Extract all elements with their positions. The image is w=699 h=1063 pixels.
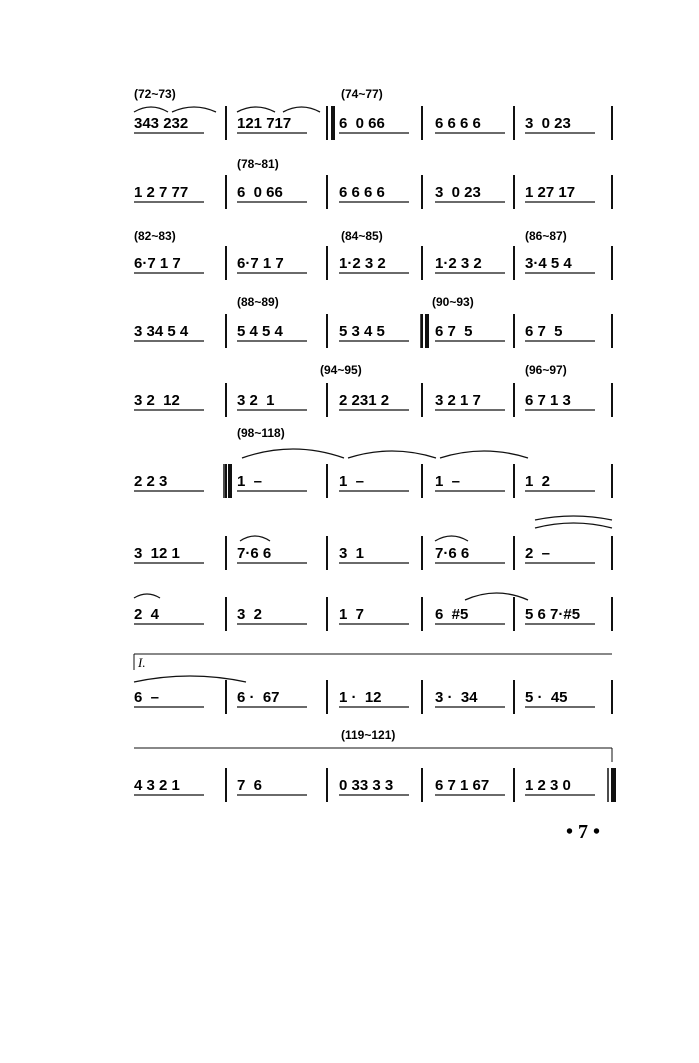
measure-notes: 1 – — [237, 473, 263, 490]
repeat-barline — [425, 314, 429, 348]
measure-notes: 6·7 1 7 — [237, 255, 284, 272]
section-label: (82~83) — [134, 229, 176, 243]
measure-notes: 3 2 12 — [134, 392, 180, 409]
measure-notes: 1 27 17 — [525, 184, 576, 201]
page-number: • 7 • — [565, 821, 601, 843]
section-label: (94~95) — [320, 363, 362, 377]
measure-notes: 1 · 12 — [339, 689, 382, 706]
repeat-barline — [228, 464, 232, 498]
measure-notes: 3 0 23 — [525, 115, 571, 132]
measure-notes: 1 – — [435, 473, 461, 490]
measure-notes: 5 3 4 5 — [339, 323, 385, 340]
measure-notes: 3·4 5 4 — [525, 255, 572, 272]
measure-notes: 5 6 7·#5 — [525, 606, 581, 623]
volta-label: I. — [138, 655, 146, 670]
slurs-and-marks — [134, 107, 612, 762]
measure-notes: 6 7 5 — [435, 323, 473, 340]
measure-notes: 1 7 — [339, 606, 365, 623]
slur — [134, 594, 160, 598]
slur — [535, 516, 612, 520]
measure-notes: 3 34 5 4 — [134, 323, 189, 340]
measure-notes: 1·2 3 2 — [339, 255, 386, 272]
repeat-barline — [612, 768, 616, 802]
measure-notes: 343 232 — [134, 115, 189, 132]
section-label: (78~81) — [237, 157, 279, 171]
measure-notes: 7 6 — [237, 777, 263, 794]
section-label: (74~77) — [341, 87, 383, 101]
measure-notes: 6 7 5 — [525, 323, 563, 340]
measure-notes: 1 2 7 77 — [134, 184, 189, 201]
slur — [283, 107, 320, 112]
section-label: (86~87) — [525, 229, 567, 243]
measure-notes: 3 2 1 — [237, 392, 275, 409]
section-label: (119~121) — [341, 728, 396, 742]
section-label: (84~85) — [341, 229, 383, 243]
slur — [535, 523, 612, 528]
slur — [172, 107, 216, 112]
slur — [435, 536, 468, 541]
music-notation — [134, 115, 595, 795]
measure-notes: 3 12 1 — [134, 545, 180, 562]
slur — [134, 107, 168, 112]
slur — [237, 107, 275, 112]
measure-notes: 1 2 3 0 — [525, 777, 571, 794]
measure-notes: 3 · 34 — [435, 689, 478, 706]
measure-notes: 3 0 23 — [435, 184, 481, 201]
measure-notes: 5 · 45 — [525, 689, 568, 706]
measure-notes: 3 2 — [237, 606, 263, 623]
slur — [240, 536, 270, 541]
section-label: (98~118) — [237, 426, 285, 440]
measure-notes: 7·6 6 — [435, 545, 470, 562]
measure-notes: 6 #5 — [435, 606, 469, 623]
section-label: (90~93) — [432, 295, 474, 309]
measure-notes: 1 2 — [525, 473, 551, 490]
measure-notes: 1·2 3 2 — [435, 255, 482, 272]
measure-notes: 6 · 67 — [237, 689, 280, 706]
measure-notes: 1 – — [339, 473, 365, 490]
measure-notes: 3 1 — [339, 545, 365, 562]
measure-notes: 2 2 3 — [134, 473, 168, 490]
measure-notes: 6 7 1 67 — [435, 777, 490, 794]
repeat-barline — [331, 106, 335, 140]
slur — [134, 676, 246, 682]
slur — [242, 449, 344, 458]
slur — [465, 593, 528, 600]
measure-notes: 3 2 1 7 — [435, 392, 481, 409]
measure-notes: 6 0 66 — [237, 184, 283, 201]
measure-notes: 6 6 6 6 — [435, 115, 481, 132]
measure-notes: 6 7 1 3 — [525, 392, 571, 409]
measure-notes: 2 231 2 — [339, 392, 390, 409]
section-label: (96~97) — [525, 363, 567, 377]
measure-notes: 6 0 66 — [339, 115, 385, 132]
measure-notes: 6·7 1 7 — [134, 255, 181, 272]
measure-notes: 0 33 3 3 — [339, 777, 394, 794]
measure-notes: 2 – — [525, 545, 551, 562]
measure-notes: 6 – — [134, 689, 160, 706]
measure-notes: 7·6 6 — [237, 545, 272, 562]
measure-notes: 121 717 — [237, 115, 292, 132]
measure-notes: 5 4 5 4 — [237, 323, 283, 340]
slur — [348, 451, 436, 458]
measure-notes: 6 6 6 6 — [339, 184, 385, 201]
slur — [440, 451, 528, 458]
section-label: (88~89) — [237, 295, 279, 309]
measure-notes: 4 3 2 1 — [134, 777, 180, 794]
section-label: (72~73) — [134, 87, 176, 101]
measure-notes: 2 4 — [134, 606, 160, 623]
